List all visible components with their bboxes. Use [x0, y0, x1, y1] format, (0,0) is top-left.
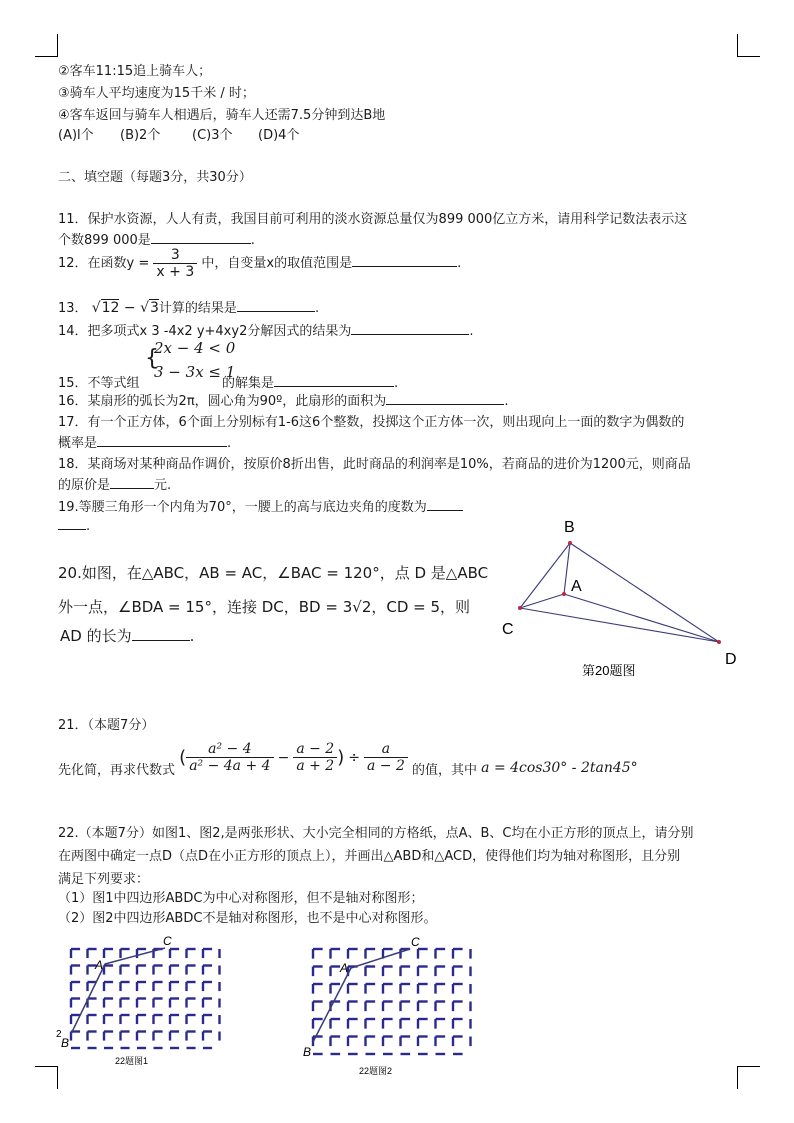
brace-icon: {: [145, 346, 159, 371]
label-d: D: [725, 651, 737, 668]
q22-req2: （2）图2中四边形ABDC不是轴对称图形，也不是中心对称图形。: [58, 911, 437, 926]
figure-20: [490, 512, 760, 687]
q21-header: 21．（本题7分）: [58, 718, 155, 733]
q19-line1: [58, 496, 463, 515]
segment-bd: [570, 543, 719, 642]
label-2: 2: [56, 1029, 62, 1040]
choice-b: (B)2个: [120, 128, 161, 143]
q11-answer-blank: [151, 231, 251, 244]
q17-text: 概率是: [58, 436, 98, 451]
segment-cd: [520, 608, 719, 642]
q12: [58, 247, 461, 280]
q10-statement-3: ③骑车人平均速度为15千米 / 时；: [58, 86, 255, 101]
label-b: B: [564, 519, 575, 536]
minus-sign: −: [277, 749, 290, 766]
q13: [58, 297, 319, 316]
q12-numerator: 3: [153, 247, 197, 264]
q18-line1: 18．某商场对某种商品作调价，按原价8折出售，此时商品的利润率是10%，若商品的进价为1200元，则商品: [58, 457, 691, 472]
q18-text: 的原价是: [58, 478, 111, 493]
q19-text: 19.等腰三角形一个内角为70°，一腰上的高与底边夹角的度数为: [58, 500, 427, 515]
crop-mark-top-right: [737, 34, 760, 57]
q12-text-post: 中，自变量x的取值范围是: [201, 256, 353, 271]
q14-end: .: [469, 324, 474, 339]
q17-line1: 17．有一个正方体，6个面上分别标有1-6这6个整数，投掷这个正方体一次，则出现向上一面的数字为偶数的: [58, 415, 685, 430]
figure-20-caption: 第20题图: [582, 663, 636, 678]
q19-answer-blank-a: [427, 498, 463, 511]
q15-answer: [222, 372, 398, 391]
q18-answer-blank: [110, 476, 154, 489]
q12-denominator: x + 3: [156, 264, 195, 280]
q21-fraction-1: [186, 741, 273, 774]
q13-expression: √12 − √3: [91, 300, 159, 316]
q13-answer-blank: [237, 299, 315, 312]
crop-mark-top-left: [35, 34, 58, 57]
label-a: A: [95, 958, 104, 972]
label-b: B: [303, 1045, 312, 1059]
figure-22-1: [55, 933, 235, 1068]
label-a: A: [571, 578, 582, 595]
q14: [58, 320, 474, 339]
choice-d: (D)4个: [258, 128, 300, 143]
q20-line1: 20.如图，在△ABC，AB = AC，∠BAC = 120°，点 D 是△ABC: [58, 564, 489, 582]
label-b: B: [61, 1036, 70, 1050]
q11-line2: [58, 229, 255, 248]
q13-minus: −: [119, 300, 141, 316]
figure-22-1-caption: 22题图1: [115, 1056, 149, 1066]
label-a: A: [340, 961, 349, 975]
q17-answer-blank: [97, 434, 227, 447]
q21-fraction-2: [293, 741, 337, 774]
segment-bc: [520, 543, 570, 608]
q11-end: .: [250, 233, 255, 248]
q21-f1-den: a² − 4a + 4: [189, 758, 271, 774]
segment-ca: [520, 594, 564, 608]
choice-c: (C)3个: [192, 128, 233, 143]
q21-f1-num: a² − 4: [186, 741, 273, 758]
q15-inequality-1: 2x − 4 < 0: [154, 339, 236, 357]
q13-radicand-1: 12: [101, 300, 120, 316]
choice-a: (A)l个: [58, 128, 94, 143]
label-c: C: [411, 935, 420, 949]
q22-line1: 22.（本题7分）如图1、图2,是两张形状、大小完全相同的方格纸，点A、B、C均在小正方形的顶点上，请分别: [58, 826, 694, 841]
crop-mark-bottom-right: [737, 1066, 760, 1089]
grid-paper-1: [71, 949, 220, 1048]
q21-expression: [179, 741, 408, 774]
q12-end: .: [457, 256, 462, 271]
q19-end: .: [86, 519, 91, 534]
q15-text-post: 的解集是: [222, 376, 275, 391]
grid-paper-2: [313, 949, 471, 1054]
q11-line1: 11．保护水资源，人人有责，我国目前可利用的淡水资源总量仅为899 000亿立方米，请用科学记数法表示这: [58, 212, 688, 227]
q17-line2: [58, 432, 231, 451]
q20-text: AD 的长为: [60, 627, 132, 645]
paren-open: (: [179, 747, 187, 768]
q20-end: .: [189, 627, 195, 645]
q21-body: [58, 737, 638, 778]
q21-f2-den: a + 2: [296, 758, 335, 774]
segment-ab: [313, 968, 351, 1042]
q12-fraction: [153, 247, 197, 280]
crop-mark-bottom-left: [35, 1066, 58, 1089]
divide-sign: ÷: [348, 749, 360, 766]
q10-statement-4: ④客车返回与骑车人相遇后，骑车人还需7.5分钟到达B地: [58, 108, 386, 123]
q11-text: 个数899 000是: [58, 233, 151, 248]
q15-end: .: [394, 376, 399, 391]
q21-text: 先化简，再求代数式: [58, 763, 176, 778]
point-b: [568, 541, 572, 545]
q20-answer-blank: [132, 628, 190, 641]
q16: [58, 390, 508, 409]
q15-label: [58, 372, 140, 391]
q21-f2-num: a − 2: [293, 741, 337, 758]
figure-22-2: [297, 933, 487, 1078]
segment-ad: [564, 594, 719, 642]
q15-answer-blank: [274, 374, 394, 387]
q14-text: 14．把多项式x 3 -4x2 y+4xy2分解因式的结果为: [58, 324, 352, 339]
figure-22-2-caption: 22题图2: [359, 1066, 393, 1076]
label-c: C: [502, 621, 514, 638]
q20-line2: 外一点，∠BDA = 15°，连接 DC，BD = 3√2，CD = 5，则: [58, 598, 471, 616]
point-c: [518, 606, 522, 610]
q13-number: 13．: [58, 301, 88, 316]
q22-line3: 满足下列要求：: [58, 872, 150, 887]
q22-req1: （1）图1中四边形ABDC为中心对称图形，但不是轴对称图形；: [58, 891, 424, 906]
q15-text: 15．不等式组: [58, 376, 140, 391]
q13-text: 计算的结果是: [158, 301, 237, 316]
q20-line3: [60, 625, 194, 646]
q10-choices: [58, 124, 299, 143]
q21-f3-num: a: [364, 741, 408, 758]
q19-line2: [58, 517, 90, 534]
q18-end: 元.: [154, 478, 172, 493]
q21-condition: a = 4cos30° - 2tan45°: [481, 759, 638, 776]
segment-ac: [105, 948, 165, 964]
point-a: [562, 592, 566, 596]
point-d: [717, 640, 721, 644]
q16-end: .: [504, 394, 509, 409]
q19-answer-blank-b: [58, 517, 86, 530]
q14-answer-blank: [351, 322, 469, 335]
q16-text: 16．某扇形的弧长为2π，圆心角为90º，此扇形的面积为: [58, 394, 387, 409]
q13-end: .: [314, 301, 320, 316]
q13-radicand-2: 3: [150, 300, 159, 316]
label-c: C: [163, 934, 172, 948]
paren-close: ): [337, 747, 345, 768]
section-title: 二、填空题（每题3分，共30分）: [58, 170, 252, 185]
q16-answer-blank: [386, 392, 504, 405]
q10-statement-2: ②客车11:15追上骑车人；: [58, 64, 212, 79]
q12-answer-blank: [352, 254, 457, 267]
q12-text: 12．在函数y =: [58, 256, 150, 271]
segment-ba: [564, 543, 570, 594]
q22-line2: 在两图中确定一点D（点D在小正方形的顶点上），并画出△ABD和△ACD，使得他们均为轴对称图形，且分别: [58, 849, 681, 864]
q15-inequality-2: 3 − 3x ≤ 1: [154, 363, 236, 381]
q17-end: .: [227, 436, 232, 451]
q21-fraction-3: [364, 741, 408, 774]
q21-text-mid: 的值，其中: [412, 763, 478, 778]
q18-line2: [58, 474, 171, 493]
q21-f3-den: a − 2: [366, 758, 405, 774]
